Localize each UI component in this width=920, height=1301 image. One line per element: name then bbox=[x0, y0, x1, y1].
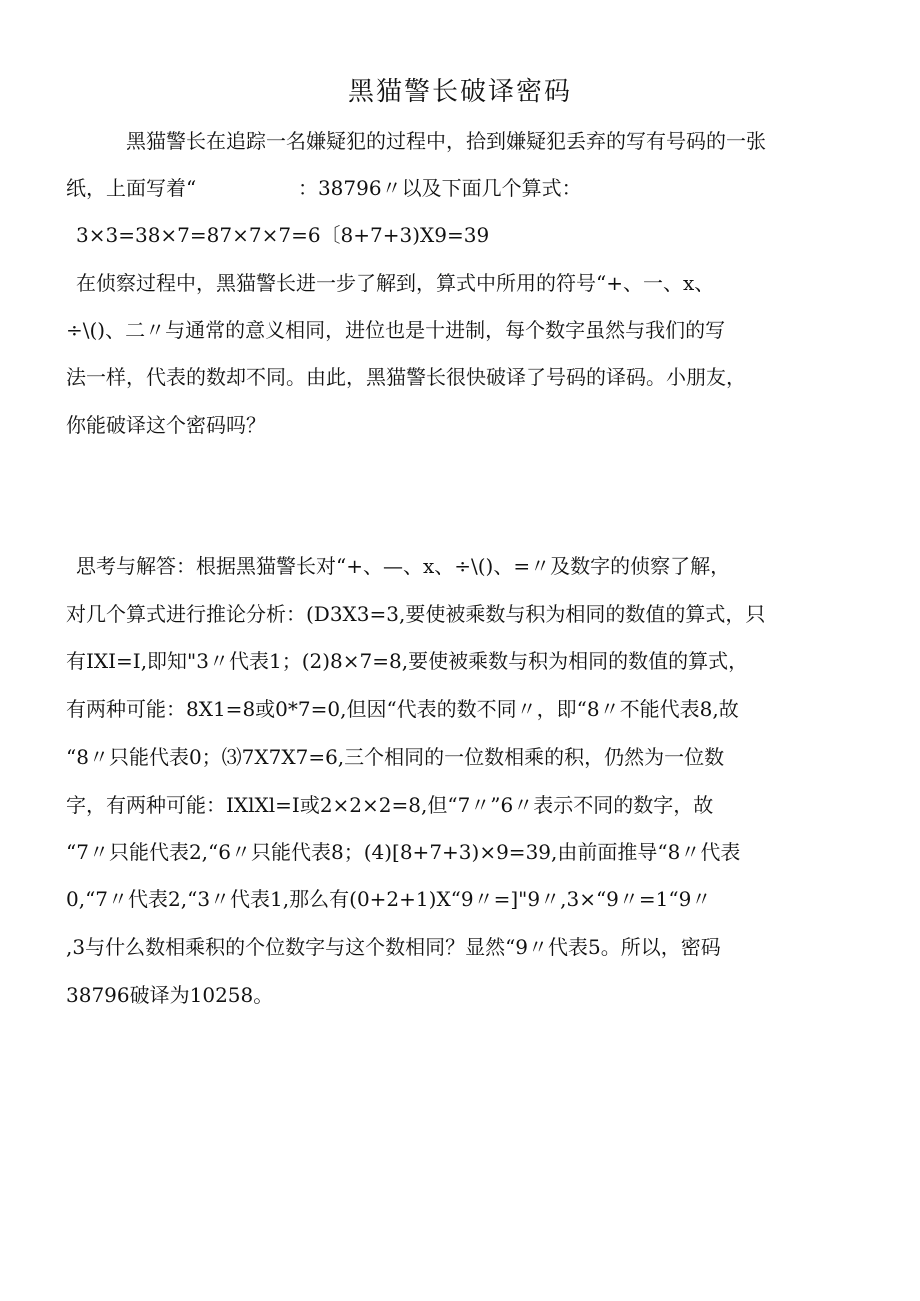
answer-line-7: “7〃只能代表2,“6〃只能代表8；(4)[8+7+3)×9=39,由前面推导“8〃代表 bbox=[66, 840, 741, 864]
answer-line-4: 有两种可能：8X1=8或0*7=0,但因“代表的数不同〃，即“8〃不能代表8,故 bbox=[66, 697, 739, 721]
problem-line-3: 3×3=38×7=87×7×7=6〔8+7+3)X9=39 bbox=[76, 223, 490, 247]
answer-line-1: 思考与解答：根据黑猫警长对“+、—、x、÷\()、=〃及数字的侦察了解， bbox=[76, 554, 731, 578]
problem-line-2: 纸，上面写着“ ：38796〃以及下面几个算式： bbox=[66, 176, 582, 200]
problem-line-4: 在侦察过程中，黑猫警长进一步了解到，算式中所用的符号“+、一、x、 bbox=[76, 271, 715, 295]
problem-line-5: ÷\()、二〃与通常的意义相同，进位也是十进制，每个数字虽然与我们的写 bbox=[66, 318, 726, 342]
document-title: 黑猫警长破译密码 bbox=[347, 77, 572, 107]
answer-line-10: 38796破译为10258。 bbox=[66, 983, 274, 1007]
problem-line-7: 你能破译这个密码吗？ bbox=[66, 413, 266, 437]
answer-line-5: “8〃只能代表0；⑶7X7X7=6,三个相同的一位数相乘的积，仍然为一位数 bbox=[66, 745, 725, 769]
problem-line-1: 黑猫警长在追踪一名嫌疑犯的过程中，拾到嫌疑犯丢弃的写有号码的一张 bbox=[126, 129, 766, 153]
answer-line-8: 0,“7〃代表2,“3〃代表1,那么有(0+2+1)X“9〃=]"9〃,3×“9〃=1“9〃 bbox=[66, 887, 712, 911]
answer-line-2: 对几个算式进行推论分析：(D3X3=3,要使被乘数与积为相同的数值的算式，只 bbox=[66, 602, 766, 626]
answer-line-3: 有IXI=I,即知"3〃代表1；(2)8×7=8,要使被乘数与积为相同的数值的算式， bbox=[66, 649, 749, 673]
problem-line-6: 法一样，代表的数却不同。由此，黑猫警长很快破译了号码的译码。小朋友， bbox=[66, 365, 746, 389]
answer-line-6: 字，有两种可能：IXlXl=I或2×2×2=8,但“7〃”6〃表示不同的数字，故 bbox=[66, 793, 714, 817]
answer-line-9: ,3与什么数相乘积的个位数字与这个数相同？显然“9〃代表5。所以，密码 bbox=[66, 935, 721, 959]
